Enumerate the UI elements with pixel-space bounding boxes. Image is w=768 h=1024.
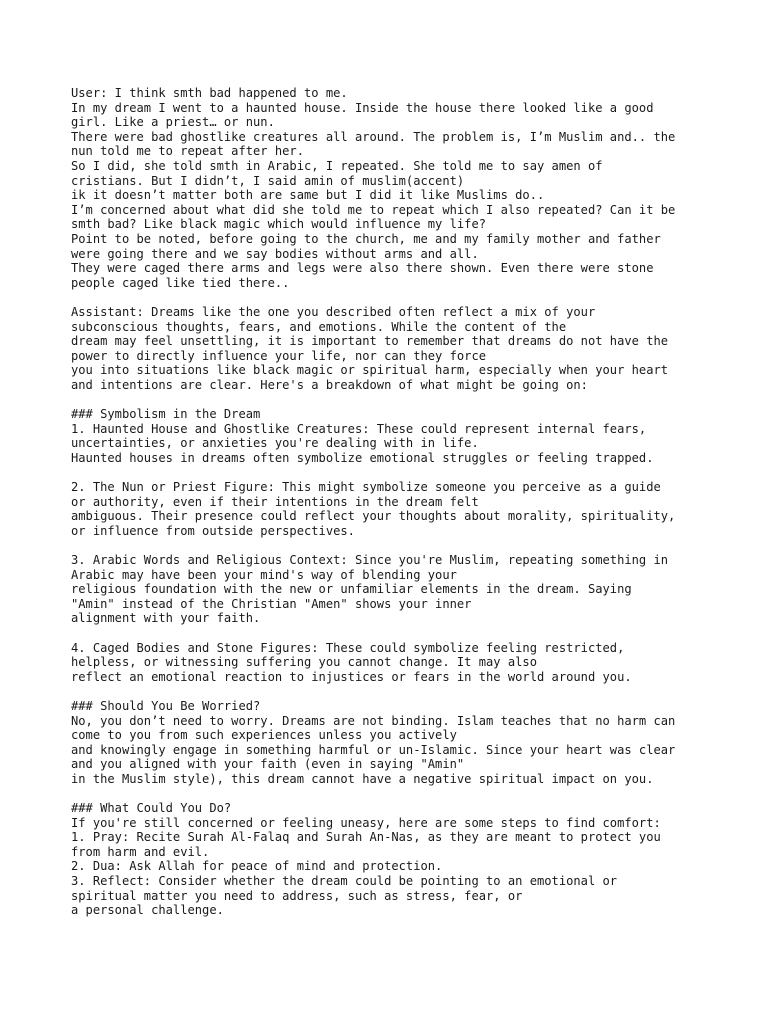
symbolism-item-1-line: Haunted houses in dreams often symbolize emotional struggles or feeling trapped. [71,450,654,465]
user-line: So I did, she told smth in Arabic, I repeated. She told me to say amen of [71,158,603,173]
worried-line: and knowingly engage in something harmful or un-Islamic. Since your heart was clear [71,742,676,757]
user-line: cristians. But I didn’t, I said amin of muslim(accent) [71,173,465,188]
section-heading: ### What Could You Do? [71,801,232,816]
symbolism-item-3-line: Arabic may have been your mind's way of blending your [71,567,457,582]
user-line: girl. Like a priest… or nun. [71,115,275,130]
user-line: There were bad ghostlike creatures all around. The problem is, I’m Muslim and.. the [71,129,676,144]
user-line: User: I think smth bad happened to me. [71,86,348,100]
document-page [71,86,711,918]
worried-line: in the Muslim style), this dream cannot have a negative spiritual impact on you. [71,771,654,786]
symbolism-section [71,407,711,684]
user-line: In my dream I went to a haunted house. Inside the house there looked like a good [71,100,654,115]
worried-line: come to you from such experiences unless you actively [71,728,457,743]
section-heading: ### Symbolism in the Dream [71,407,261,422]
user-line: were going there and we say bodies without arms and all. [71,246,479,261]
assistant-line: Assistant: Dreams like the one you described often reflect a mix of your [71,304,596,319]
blank-line [71,392,711,407]
user-line: people caged like tied there.. [71,275,290,290]
todo-line: If you're still concerned or feeling uneasy, here are some steps to find comfort: [71,815,661,830]
symbolism-item-4-line: reflect an emotional reaction to injustices or fears in the world around you. [71,669,632,684]
symbolism-item-2-line: or authority, even if their intentions in the dream felt [71,494,479,509]
symbolism-item-4-line: helpless, or witnessing suffering you cannot change. It may also [71,655,537,670]
assistant-line: subconscious thoughts, fears, and emotions. While the content of the [71,319,567,334]
blank-line [71,626,711,641]
blank-line [71,538,711,553]
symbolism-item-3-line: religious foundation with the new or unfamiliar elements in the dream. Saying [71,582,632,597]
blank-line [71,290,711,305]
symbolism-item-4-line: 4. Caged Bodies and Stone Figures: These could symbolize feeling restricted, [71,640,625,655]
assistant-intro [71,305,711,393]
assistant-line: and intentions are clear. Here's a breakdown of what might be going on: [71,377,588,392]
worried-line: and you aligned with your faith (even in saying "Amin" [71,757,465,772]
user-line: ik it doesn’t matter both are same but I did it like Muslims do.. [71,188,545,203]
todo-line: spiritual matter you need to address, such as stress, fear, or [71,888,523,903]
worried-section [71,699,711,787]
blank-line [71,684,711,699]
todo-line: 1. Pray: Recite Surah Al-Falaq and Surah An-Nas, as they are meant to protect you [71,830,661,845]
assistant-line: dream may feel unsettling, it is important to remember that dreams do not have the [71,334,669,349]
todo-section [71,801,711,918]
user-line: smth bad? Like black magic which would influence my life? [71,217,487,232]
symbolism-item-2-line: or influence from outside perspectives. [71,523,355,538]
user-line: Point to be noted, before going to the church, me and my family mother and father [71,231,661,246]
symbolism-item-2-line: 2. The Nun or Priest Figure: This might symbolize someone you perceive as a guide [71,480,661,495]
assistant-line: power to directly influence your life, nor can they force [71,348,487,363]
todo-line: 2. Dua: Ask Allah for peace of mind and protection. [71,859,443,874]
user-message [71,86,711,290]
symbolism-item-3-line: 3. Arabic Words and Religious Context: Since you're Muslim, repeating something in [71,553,669,567]
symbolism-item-3-line: alignment with your faith. [71,611,261,626]
symbolism-item-2-line: ambiguous. Their presence could reflect your thoughts about morality, spirituality, [71,509,676,524]
todo-line: a personal challenge. [71,903,224,918]
blank-line [71,465,711,480]
user-line: I’m concerned about what did she told me to repeat which I also repeated? Can it be [71,202,676,217]
todo-line: 3. Reflect: Consider whether the dream could be pointing to an emotional or [71,874,618,889]
symbolism-item-1-line: 1. Haunted House and Ghostlike Creatures: These could represent internal fears, [71,421,647,436]
assistant-line: you into situations like black magic or spiritual harm, especially when your heart [71,363,669,378]
worried-line: No, you don’t need to worry. Dreams are not binding. Islam teaches that no harm can [71,713,676,728]
todo-line: from harm and evil. [71,844,210,859]
blank-line [71,787,711,802]
user-line: They were caged there arms and legs were also there shown. Even there were stone [71,261,654,276]
user-line: nun told me to repeat after her. [71,144,304,159]
section-heading: ### Should You Be Worried? [71,698,261,713]
symbolism-item-3-line: "Amin" instead of the Christian "Amen" shows your inner [71,596,472,611]
symbolism-item-1-line: uncertainties, or anxieties you're dealing with in life. [71,436,479,451]
